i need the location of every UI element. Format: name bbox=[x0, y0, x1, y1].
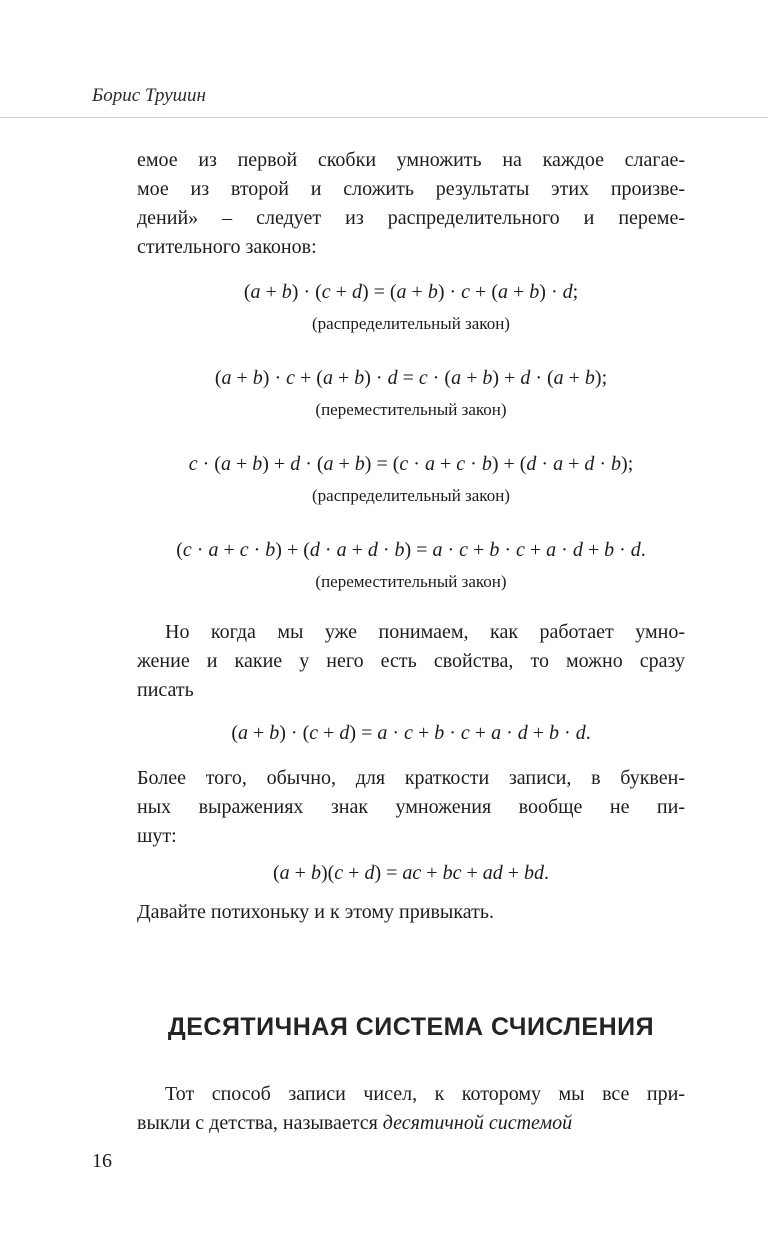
paragraph-continued-intro bbox=[137, 146, 685, 262]
text-line: Но когда мы уже понимаем, как работает умно- bbox=[165, 621, 685, 643]
text-line: Тот способ записи чисел, к которому мы все при- bbox=[165, 1083, 685, 1105]
formula-distributive-2: c · (a + b) + d · (a + b) = (c · a + c · b) + (d · a + d · b); bbox=[188, 453, 634, 475]
text-line: стительного законов: bbox=[137, 236, 317, 258]
text-line: мое из второй и сложить результаты этих произве- bbox=[137, 178, 685, 200]
formula-caption-distributive-1: (распределительный закон) bbox=[312, 314, 510, 333]
formula-commutative-2: (c · a + c · b) + (d · a + d · b) = a · c + b · c + a · d + b · d. bbox=[176, 539, 646, 561]
text-line: писать bbox=[137, 679, 194, 701]
formula-distributive-1: (a + b) · (c + d) = (a + b) · c + (a + b) · d; bbox=[243, 281, 579, 303]
text-line: Давайте потихоньку и к этому привыкать. bbox=[137, 901, 494, 923]
text-line: емое из первой скобки умножить на каждое слагае- bbox=[137, 149, 685, 171]
page-number: 16 bbox=[92, 1150, 112, 1172]
formula-caption-distributive-2: (распределительный закон) bbox=[312, 486, 510, 505]
formula-expanded-product: (a + b) · (c + d) = a · c + b · c + a · d + b · d. bbox=[231, 722, 591, 744]
text-line: жение и какие у него есть свойства, то можно сразу bbox=[137, 650, 685, 672]
paragraph-decimal-system-intro bbox=[137, 1080, 685, 1138]
paragraph-lets-get-used bbox=[137, 898, 685, 927]
text-line: ных выражениях знак умножения вообще не пи- bbox=[137, 796, 685, 818]
text-line: Более того, обычно, для краткости записи, в буквен- bbox=[137, 767, 685, 789]
text-line: шут: bbox=[137, 825, 177, 847]
text-line: дений» – следует из распределительного и переме- bbox=[137, 207, 685, 229]
running-head-author: Борис Трушин bbox=[92, 85, 206, 106]
section-heading-decimal-system: ДЕСЯТИЧНАЯ СИСТЕМА СЧИСЛЕНИЯ bbox=[167, 1013, 655, 1041]
paragraph-but-when-we-understand bbox=[137, 618, 685, 705]
header-rule bbox=[0, 117, 768, 118]
page-body bbox=[137, 146, 685, 1138]
formula-shorthand-product: (a + b)(c + d) = ac + bc + ad + bd. bbox=[272, 862, 550, 884]
formula-commutative-1: (a + b) · c + (a + b) · d = c · (a + b) + d · (a + b); bbox=[214, 367, 608, 389]
formula-caption-commutative-2: (переместительный закон) bbox=[315, 572, 507, 591]
formula-caption-commutative-1: (переместительный закон) bbox=[315, 400, 507, 419]
text-line: выкли с детства, называется десятичной системой bbox=[137, 1112, 573, 1134]
paragraph-shorthand-notation bbox=[137, 764, 685, 851]
